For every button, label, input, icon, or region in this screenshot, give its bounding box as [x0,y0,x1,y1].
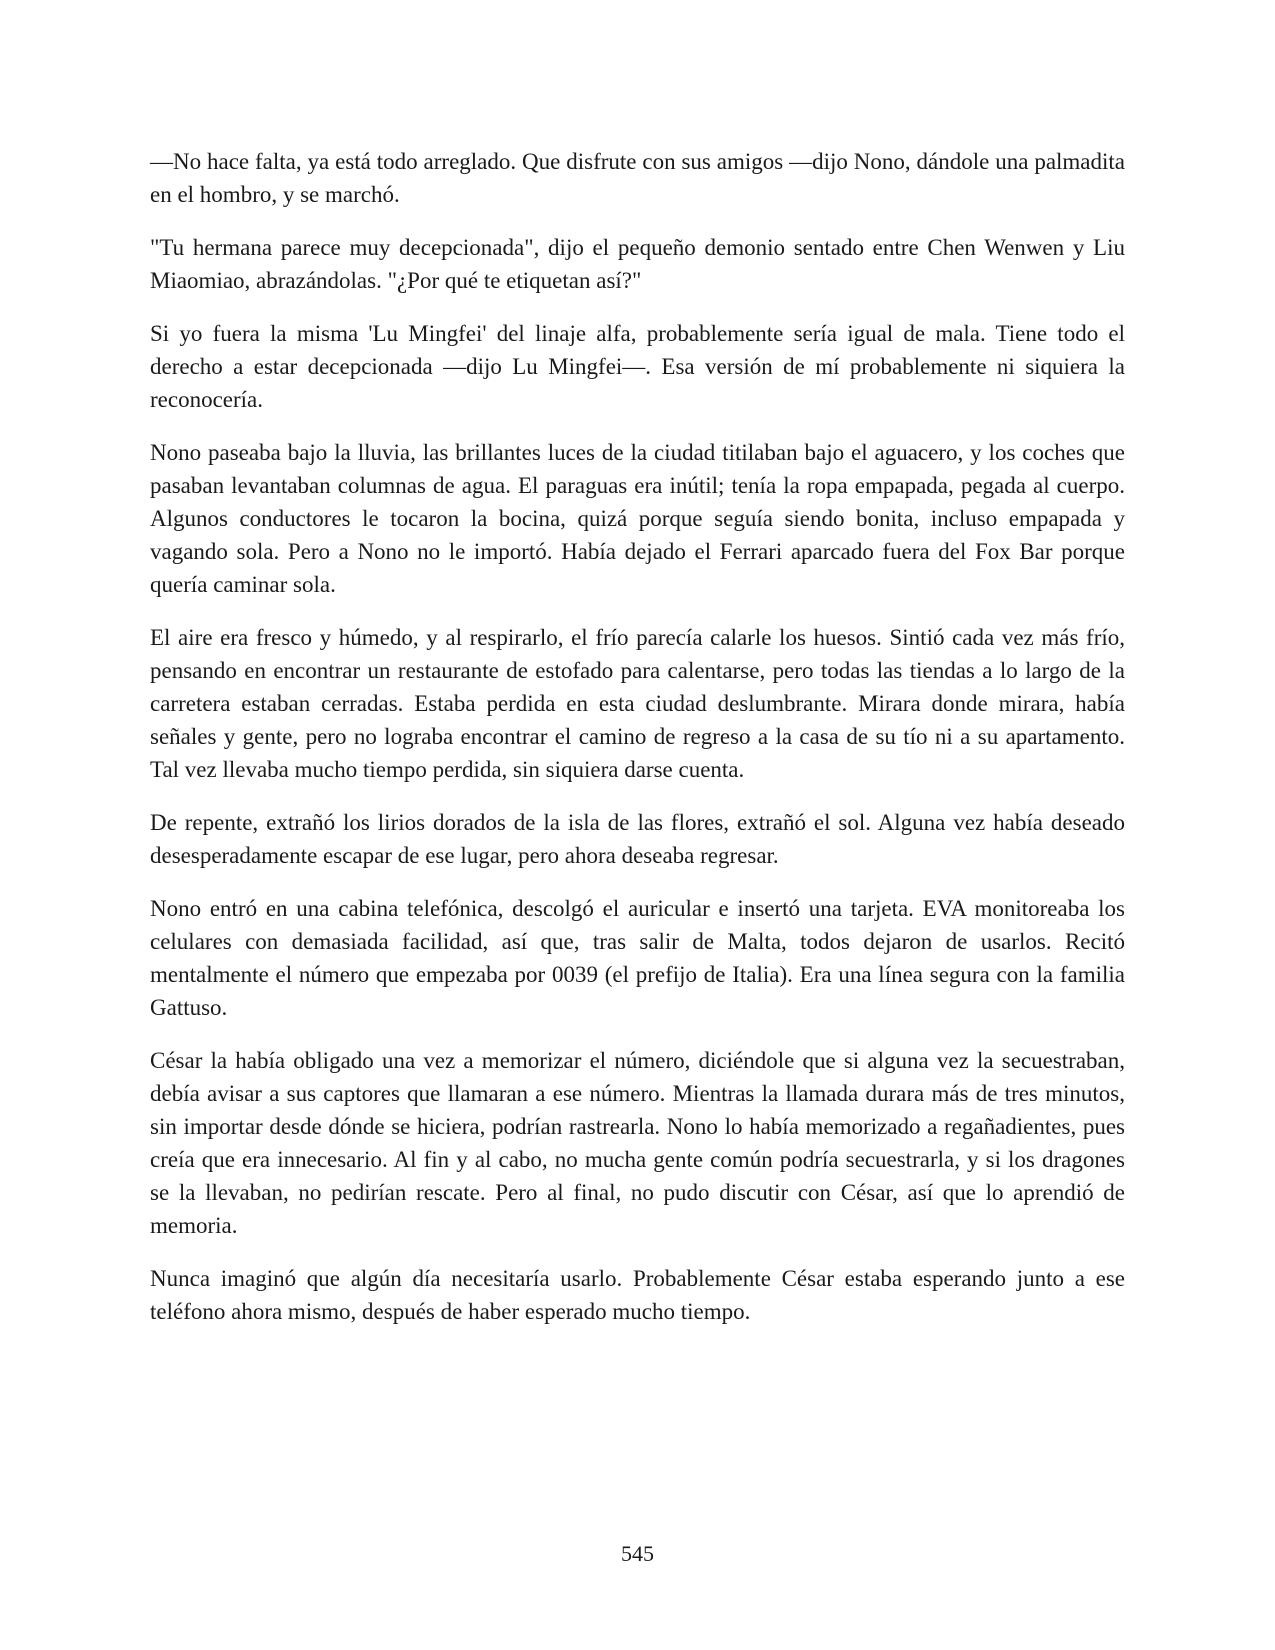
paragraph: Nono paseaba bajo la lluvia, las brillantes luces de la ciudad titilaban bajo el aguacero, y los coches que pasaban levantaban columnas de agua. El paraguas era inútil; tenía la ropa empapada, pegada al cuerpo. Algunos conductores le tocaron la bocina, quizá porque seguía siendo bonita, incluso empapada y vagando sola. Pero a Nono no le importó. Había dejado el Ferrari aparcado fuera del Fox Bar porque quería caminar sola. [150,440,1125,597]
paragraph: César la había obligado una vez a memorizar el número, diciéndole que si alguna vez la secuestraban, debía avisar a sus captores que llamaran a ese número. Mientras la llamada durara más de tres minutos, sin importar desde dónde se hiciera, podrían rastrearla. Nono lo había memorizado a regañadientes, pues creía que era innecesario. Al fin y al cabo, no mucha gente común podría secuestrarla, y si los dragones se la llevaban, no pedirían rescate. Pero al final, no pudo discutir con César, así que lo aprendió de memoria. [150,1048,1125,1238]
paragraph: Nunca imaginó que algún día necesitaría usarlo. Probablemente César estaba esperando junto a ese teléfono ahora mismo, después de haber esperado mucho tiempo. [150,1266,1125,1324]
page-number: 545 [621,1541,654,1566]
paragraph: El aire era fresco y húmedo, y al respirarlo, el frío parecía calarle los huesos. Sintió cada vez más frío, pensando en encontrar un restaurante de estofado para calentarse, pero todas las tiendas a lo largo de la carretera estaban cerradas. Estaba perdida en esta ciudad deslumbrante. Mirara donde mirara, había señales y gente, pero no lograba encontrar el camino de regreso a la casa de su tío ni a su apartamento. Tal vez llevaba mucho tiempo perdida, sin siquiera darse cuenta. [150,625,1125,782]
paragraph: "Tu hermana parece muy decepcionada", dijo el pequeño demonio sentado entre Chen Wenwen y Liu Miaomiao, abrazándolas. "¿Por qué te etiquetan así?" [150,235,1125,293]
paragraph: Nono entró en una cabina telefónica, descolgó el auricular e insertó una tarjeta. EVA monitoreaba los celulares con demasiada facilidad, así que, tras salir de Malta, todos dejaron de usarlos. Recitó mentalmente el número que empezaba por 0039 (el prefijo de Italia). Era una línea segura con la familia Gattuso. [150,896,1125,1020]
paragraph: Si yo fuera la misma 'Lu Mingfei' del linaje alfa, probablemente sería igual de mala. Tiene todo el derecho a estar decepcionada —dijo Lu Mingfei—. Esa versión de mí probablemente ni siquiera la reconocería. [150,321,1125,412]
page-body [150,145,1125,1348]
paragraph: —No hace falta, ya está todo arreglado. Que disfrute con sus amigos —dijo Nono, dándole una palmadita en el hombro, y se marchó. [150,149,1125,207]
paragraph: De repente, extrañó los lirios dorados de la isla de las flores, extrañó el sol. Alguna vez había deseado desesperadamente escapar de ese lugar, pero ahora deseaba regresar. [150,810,1125,868]
